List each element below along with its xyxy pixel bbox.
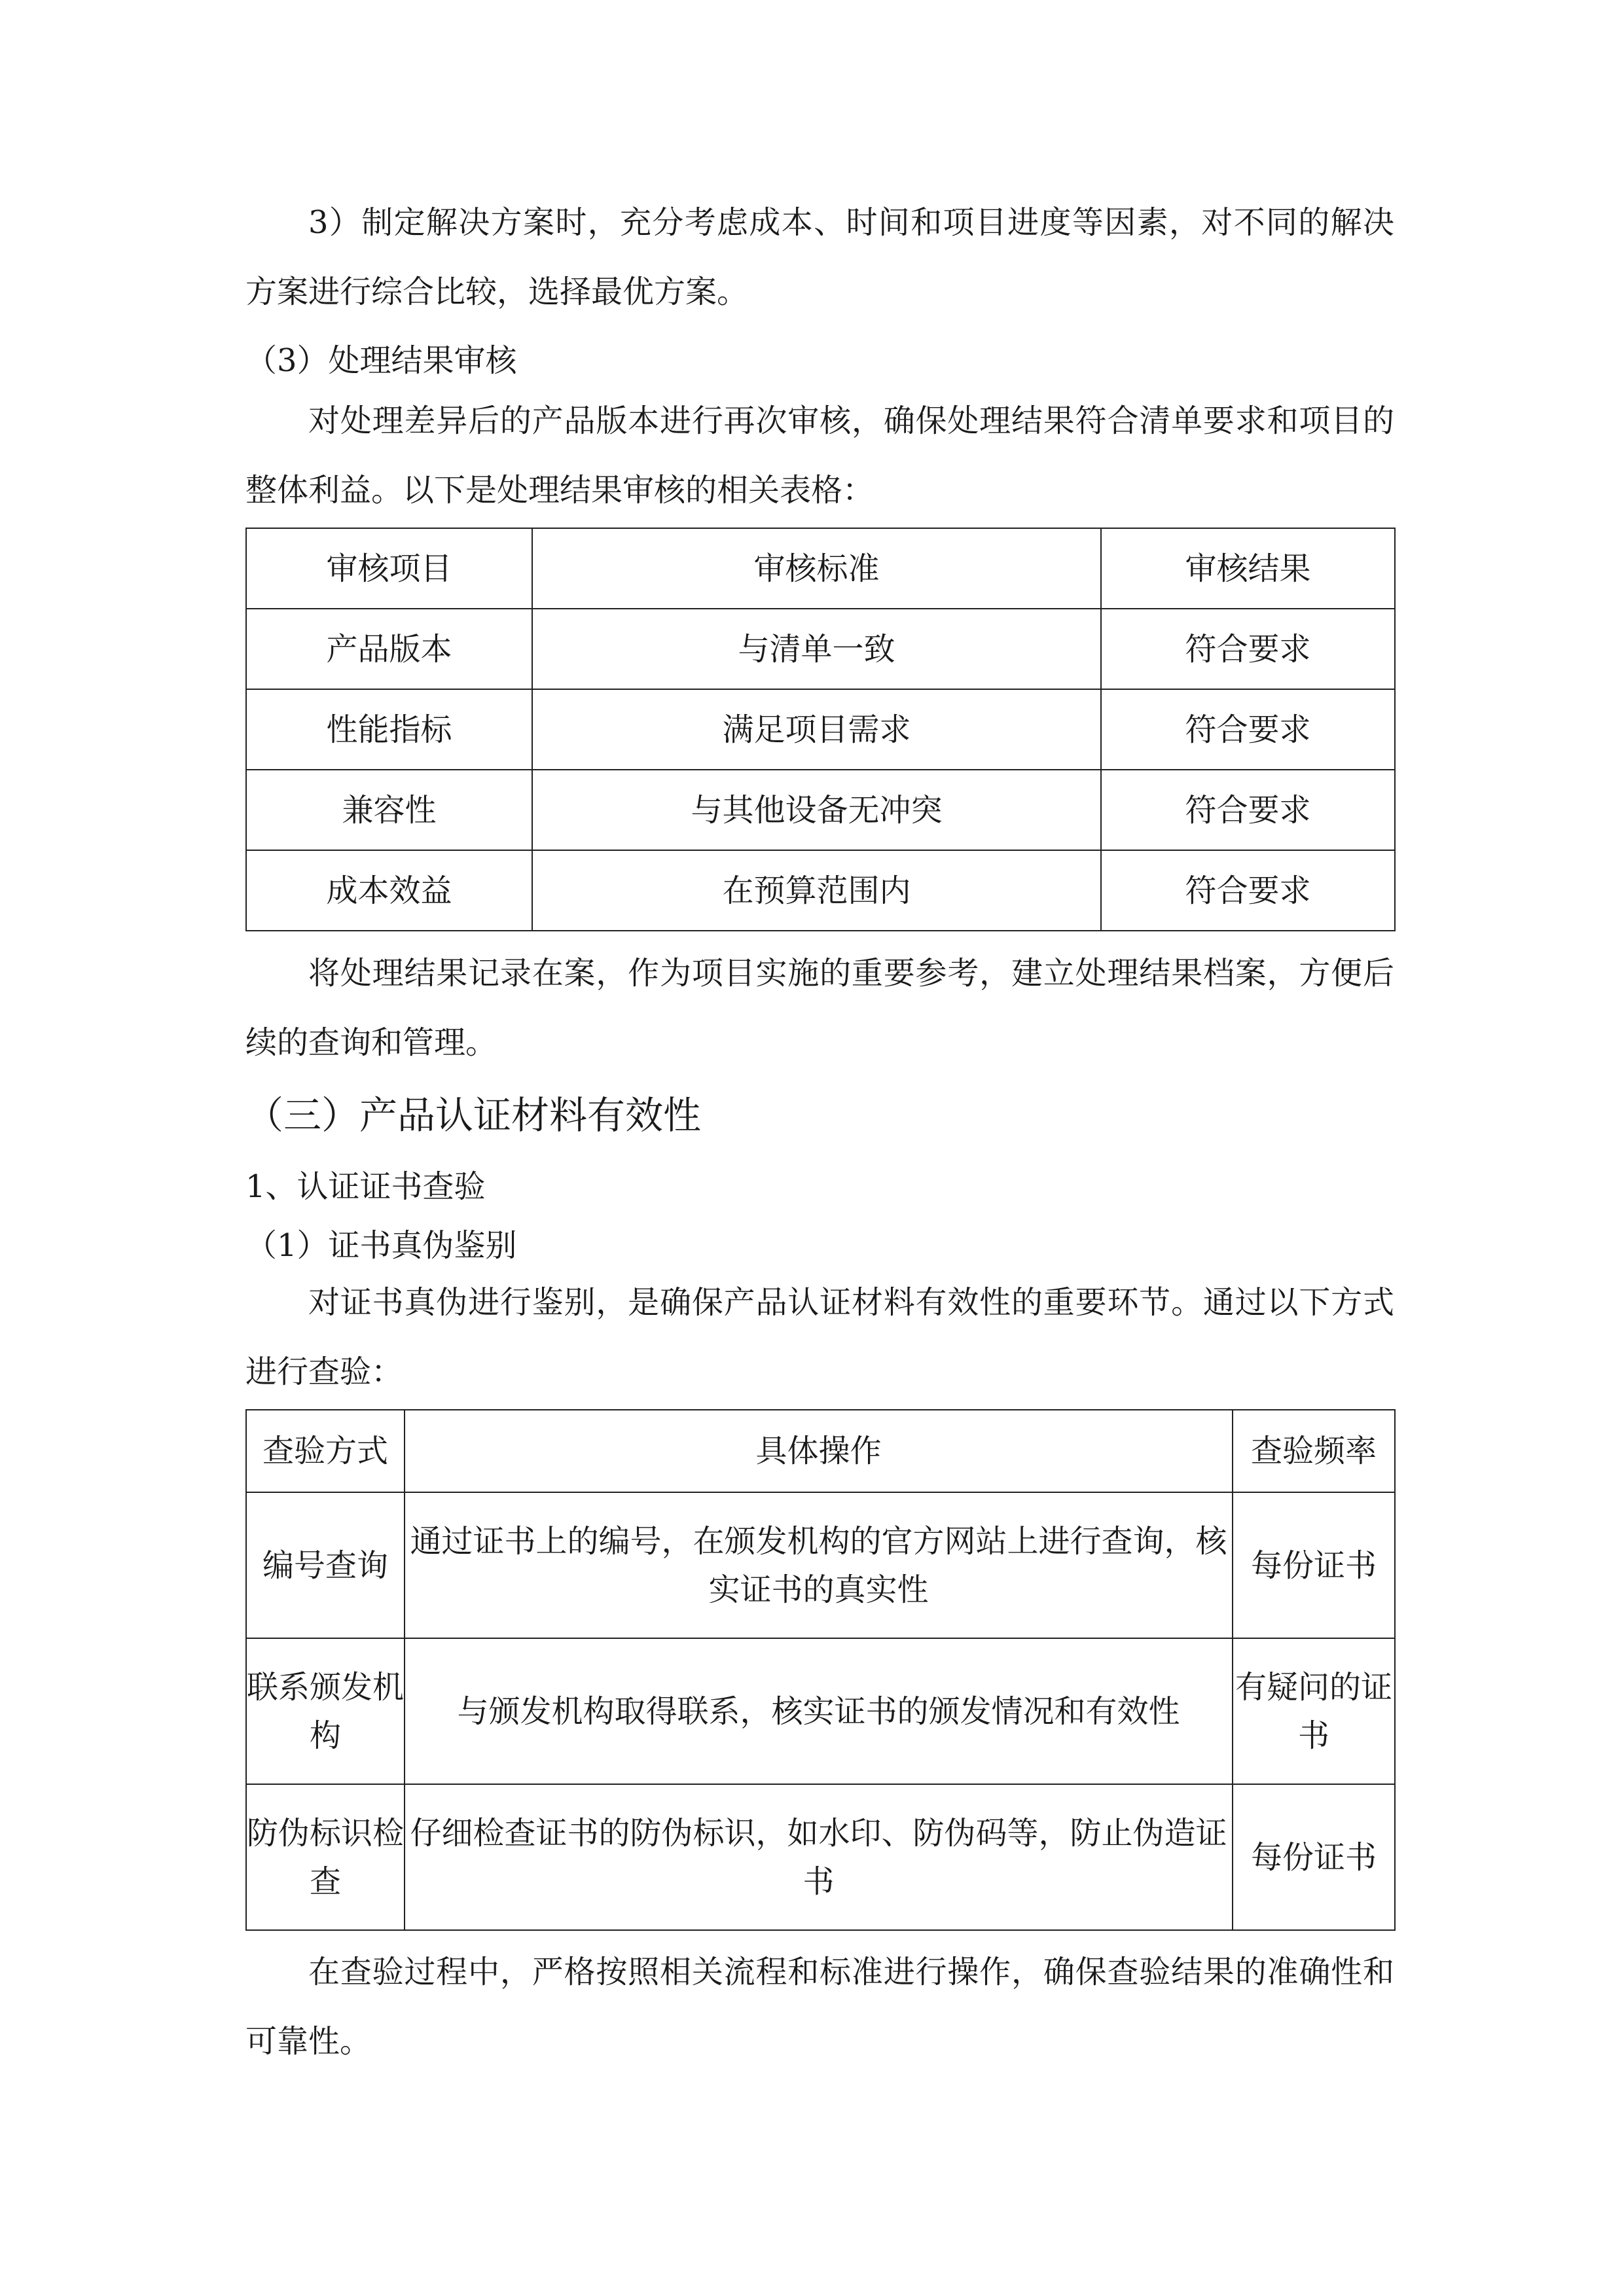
table-row [246, 1492, 1395, 1638]
table-header-row [246, 528, 1395, 609]
paragraph-review-intro: 对处理差异后的产品版本进行再次审核，确保处理结果符合清单要求和项目的整体利益。以下是处理结果审核的相关表格： [245, 403, 1394, 509]
section-heading: （三）产品认证材料有效性 [245, 1093, 702, 1138]
table-header-cell: 具体操作 [405, 1410, 1233, 1492]
paragraph-authenticity-intro: 对证书真伪进行鉴别，是确保产品认证材料有效性的重要环节。通过以下方式进行查验： [245, 1284, 1394, 1390]
table-cell: 与其他设备无冲突 [532, 770, 1101, 850]
table-header-cell: 审核结果 [1101, 528, 1395, 609]
table-cell: 符合要求 [1101, 609, 1395, 689]
table-header-cell: 查验频率 [1233, 1410, 1395, 1492]
table-cell: 防伪标识检查 [246, 1784, 405, 1930]
table-cell: 联系颁发机构 [246, 1638, 405, 1784]
table-cell: 成本效益 [246, 850, 532, 931]
table-cell: 在预算范围内 [532, 850, 1101, 931]
table-cell: 编号查询 [246, 1492, 405, 1638]
table-row [246, 609, 1395, 689]
table-cell: 符合要求 [1101, 689, 1395, 770]
table-row [246, 770, 1395, 850]
paragraph-record-results: 将处理结果记录在案，作为项目实施的重要参考，建立处理结果档案，方便后续的查询和管理。 [245, 955, 1394, 1061]
table-cell: 与颁发机构取得联系，核实证书的颁发情况和有效性 [405, 1638, 1233, 1784]
heading-authenticity: （1）证书真伪鉴别 [245, 1227, 517, 1264]
review-table [245, 528, 1396, 931]
table-header-cell: 审核项目 [246, 528, 532, 609]
table-row [246, 850, 1395, 931]
table-header-cell: 查验方式 [246, 1410, 405, 1492]
paragraph-check-process: 在查验过程中，严格按照相关流程和标准进行操作，确保查验结果的准确性和可靠性。 [245, 1954, 1394, 2060]
table-row [246, 689, 1395, 770]
table-cell: 兼容性 [246, 770, 532, 850]
table-cell: 产品版本 [246, 609, 532, 689]
table-cell: 仔细检查证书的防伪标识，如水印、防伪码等，防止伪造证书 [405, 1784, 1233, 1930]
paragraph-solution-plan: 3）制定解决方案时，充分考虑成本、时间和项目进度等因素，对不同的解决方案进行综合比较，选择最优方案。 [245, 204, 1394, 310]
table-row [246, 1638, 1395, 1784]
table-cell: 性能指标 [246, 689, 532, 770]
table-cell: 符合要求 [1101, 770, 1395, 850]
check-table [245, 1409, 1396, 1931]
table-header-cell: 审核标准 [532, 528, 1101, 609]
table-cell: 每份证书 [1233, 1784, 1395, 1930]
table-cell: 满足项目需求 [532, 689, 1101, 770]
heading-cert-check: 1、认证证书查验 [245, 1168, 486, 1205]
table-cell: 与清单一致 [532, 609, 1101, 689]
table-cell: 每份证书 [1233, 1492, 1395, 1638]
table-cell: 符合要求 [1101, 850, 1395, 931]
table-row [246, 1784, 1395, 1930]
table-cell: 通过证书上的编号，在颁发机构的官方网站上进行查询，核实证书的真实性 [405, 1492, 1233, 1638]
table-header-row [246, 1410, 1395, 1492]
table-cell: 有疑问的证书 [1233, 1638, 1395, 1784]
heading-review: （3）处理结果审核 [245, 342, 517, 379]
